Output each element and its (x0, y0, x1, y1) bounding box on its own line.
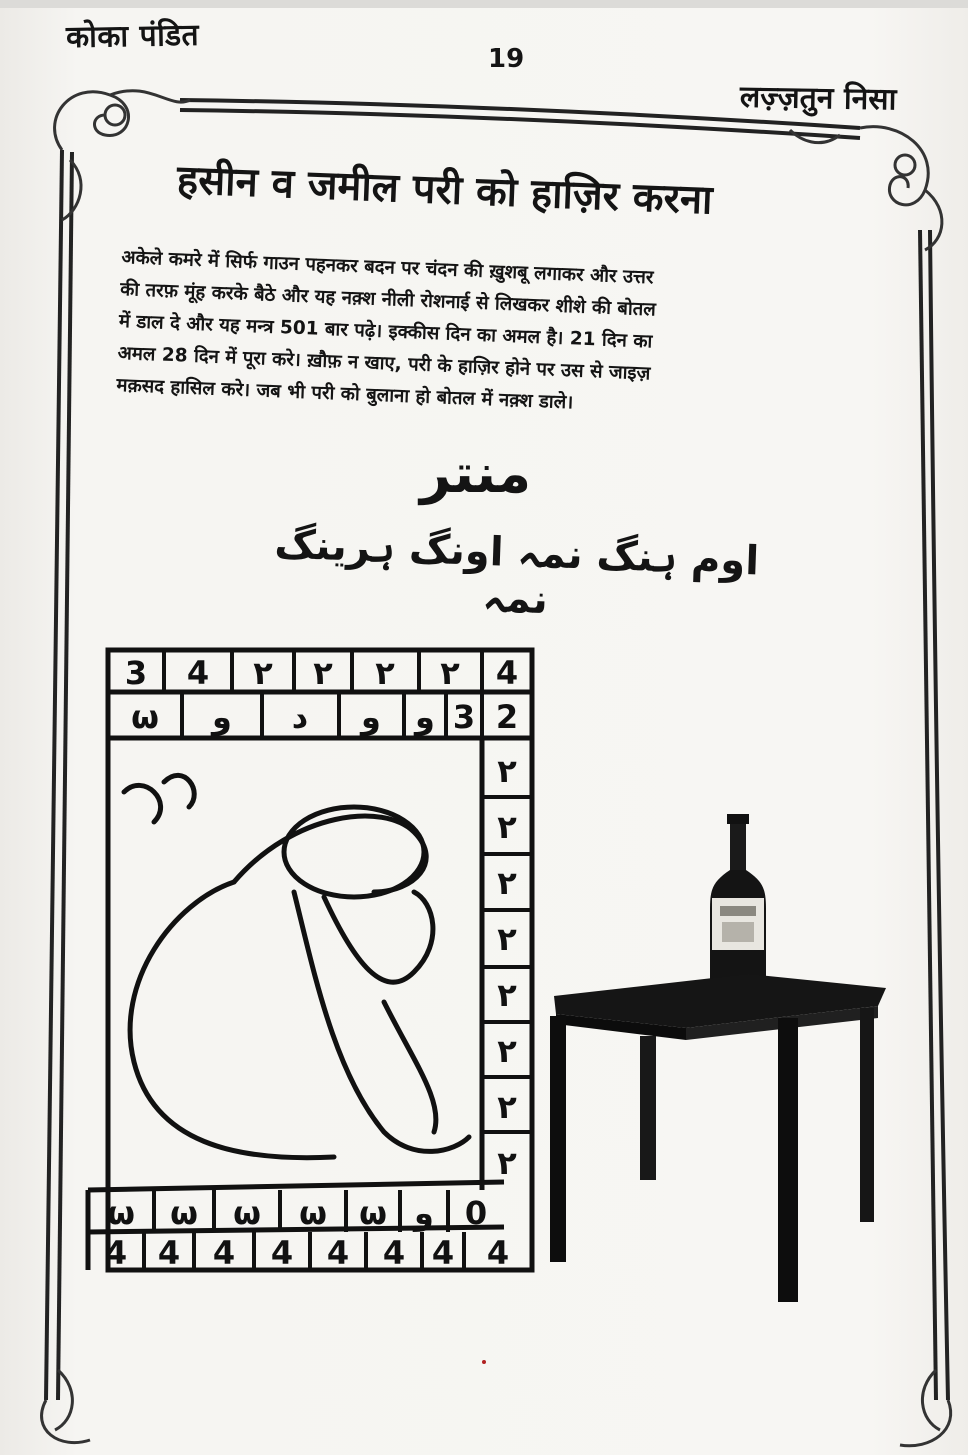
grid-bottom-cell: 4 (382, 1234, 406, 1272)
grid-second-cell: ﻭ (212, 698, 232, 736)
grid-top-cell: 4 (186, 654, 210, 692)
grid-bottom-cell: 4 (212, 1234, 236, 1272)
grid-bottom-cell: 4 (486, 1234, 510, 1272)
bottle-icon (710, 814, 766, 988)
article-title: हसीन व जमील परी को हाज़िर करना (176, 156, 714, 224)
grid-right-cell: ٢ (497, 1144, 517, 1182)
grid-right-cell: ٢ (497, 808, 517, 846)
grid-bottom-cell: 4 (270, 1234, 294, 1272)
grid-top-cell: 4 (495, 654, 519, 692)
mantra-heading: منتر (420, 442, 532, 505)
grid-second-cell: 2 (495, 698, 519, 736)
mantra-text: اوم ہنگ نمہ اونگ ہرینگ نمہ (273, 521, 760, 624)
grid-top-cell: ٢ (313, 654, 333, 692)
body-line: की तरफ़ मूंह करके बैठे और यह नक़्श नीली रोशनाई से लिखकर शीशे की बोतल (119, 278, 657, 321)
grid-right-cell: ٢ (497, 920, 517, 958)
table-icon (550, 974, 886, 1302)
page-number: 19 (488, 44, 525, 74)
scan-top-edge (0, 0, 968, 8)
grid-bottom2-cell: ω (359, 1194, 387, 1232)
grid-top-cell: ٢ (440, 654, 460, 692)
grid-second-cell: ω (131, 698, 159, 736)
grid-right-cell: ٢ (497, 976, 517, 1014)
grid-bottom2-cell: ﻭ (414, 1194, 434, 1232)
grid-top-cell: ٢ (375, 654, 395, 692)
grid-right-cell: ٢ (497, 752, 517, 790)
figure-sketch (124, 775, 469, 1157)
grid-second-cell: ﻭ (361, 698, 381, 736)
grid-bottom-cell: 4 (104, 1234, 128, 1272)
corner-flourish-top-left (55, 91, 190, 220)
grid-second-cell: 3 (452, 698, 476, 736)
grid-right-cell: ٢ (497, 1088, 517, 1126)
grid-bottom2-cell: ω (299, 1194, 327, 1232)
grid-bottom-cell: 4 (157, 1234, 181, 1272)
grid-right-cell: ٢ (497, 864, 517, 902)
grid-bottom-cell: 4 (326, 1234, 350, 1272)
article-body (116, 242, 912, 432)
body-line: अमल 28 दिन में पूरा करे। ख़ौफ़ न खाए, परी के हाज़िर होने पर उस से जाइज़ (117, 342, 651, 385)
body-line: में डाल दे और यह मन्त्र 501 बार पढ़े। इक्कीस दिन का अमल है। 21 दिन का (118, 310, 653, 353)
body-line: अकेले कमरे में सिर्फ गाउन पहनकर बदन पर चंदन की ख़ुशबू लगाकर और उत्तर (121, 246, 654, 289)
running-header-left: कोका पंडित (65, 17, 200, 56)
body-line: मक़सद हासिल करे। जब भी परी को बुलाना हो बोतल में नक़्श डाले। (116, 374, 574, 414)
grid-bottom2-cell: ω (170, 1194, 198, 1232)
ink-speck (482, 1360, 486, 1364)
grid-second-cell: ﺩ (291, 698, 309, 736)
grid-right-cell: ٢ (497, 1032, 517, 1070)
corner-flourish-bottom-left (42, 1370, 90, 1443)
running-header-right: लज़्ज़तुन निसा (739, 79, 897, 118)
table-with-bottle-illustration (540, 810, 890, 1310)
grid-bottom2-cell: 0 (464, 1194, 488, 1232)
corner-flourish-bottom-right (900, 1370, 951, 1446)
grid-bottom-cell: 4 (431, 1234, 455, 1272)
grid-bottom2-cell: ω (107, 1194, 135, 1232)
grid-second-cell: ﻭ (415, 698, 435, 736)
naqsh-talisman (84, 642, 536, 1274)
grid-top-cell: 3 (124, 654, 148, 692)
grid-bottom2-cell: ω (233, 1194, 261, 1232)
grid-top-cell: ٢ (253, 654, 273, 692)
